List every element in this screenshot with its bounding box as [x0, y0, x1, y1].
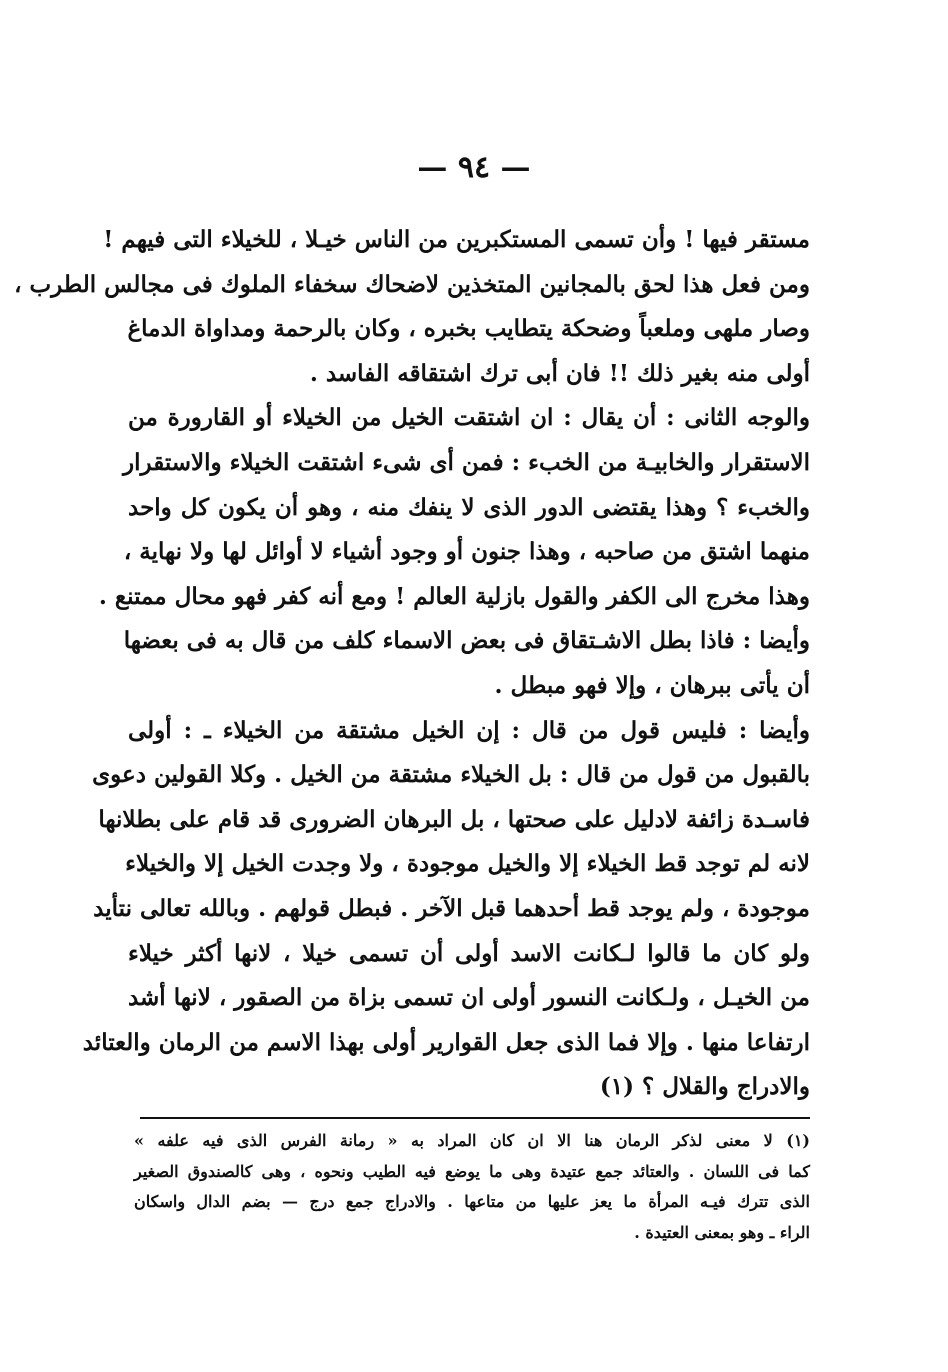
text-line: من الخيـل ، ولـكانت النسور أولى ان تسمى بزاة من الصقور ، لانها أشد: [127, 984, 810, 1012]
footnote-line: كما فى اللسان . والعتائد جمع عتيدة وهى ما يوضع فيه الطيب ونحوه ، وهى كالصندوق الصغير: [134, 1161, 810, 1181]
footnotes: [134, 1126, 810, 1248]
text-line: أولى منه بغير ذلك !! فان أبى ترك اشتقاقه الفاسد .: [309, 359, 810, 387]
footnote-line: الذى تترك فيـه المرأة ما يعز عليها من متاعها . والادراج جمع درج — بضم الدال واسكان: [134, 1192, 810, 1211]
text-line: بالقبول من قول من قال : بل الخيلاء مشتقة من الخيل . وكلا القولين دعوى: [92, 761, 810, 789]
text-line: والخبء ؟ وهذا يقتضى الدور الذى لا ينفك منه ، وهو أن يكون كل واحد: [128, 493, 810, 521]
text-line: منهما اشتق من صاحبه ، وهذا جنون أو وجود أشياء لا أوائل لها ولا نهاية ،: [123, 538, 810, 566]
text-line: لانه لم توجد قط الخيلاء إلا والخيل موجودة ، ولا وجدت الخيل إلا والخيلاء: [125, 850, 810, 878]
footnote-line: (١) لا معنى لذكر الرمان هنا الا ان كان المراد به « رمانة الفرس الذى فيه علفه »: [134, 1131, 810, 1150]
text-line: ارتفاعا منها . وإلا فما الذى جعل القوارير أولى بهذا الاسم من الرمان والعتائد: [82, 1028, 810, 1056]
text-line: والادراج والقلال ؟ (١): [599, 1073, 810, 1101]
text-line: والوجه الثانى : أن يقال : ان اشتقت الخيل من الخيلاء أو القارورة من: [128, 404, 810, 432]
text-line: ولو كان ما قالوا لـكانت الاسد أولى أن تسمى خيلا ، لانها أكثر خيلاء: [128, 939, 810, 967]
text-line: موجودة ، ولم يوجد قط أحدهما قبل الآخر . فبطل قولهم . وبالله تعالى نتأيد: [93, 894, 810, 922]
text-line: وصار ملهى وملعباً وضحكة يتطايب بخبره ، وكان بالرحمة ومداواة الدماغ: [127, 315, 810, 343]
text-line: الاستقرار والخابيـة من الخبء : فمن أى شىء اشتقت الخيلاء والاستقرار: [123, 448, 810, 476]
text-line: وأيضا : فاذا بطل الاشـتقاق فى بعض الاسماء كلف من قال به فى بعضها: [123, 627, 810, 655]
footnote-divider: [140, 1117, 810, 1119]
text-line: مستقر فيها ! وأن تسمى المستكبرين من الناس خيـلا ، للخيلاء التى فيهم !: [103, 226, 810, 253]
body-text: [14, 218, 810, 1110]
text-line: أن يأتى ببرهان ، وإلا فهو مبطل .: [494, 671, 810, 699]
text-line: وهذا مخرج الى الكفر والقول بازلية العالم ! ومع أنه كفر فهو محال ممتنع .: [98, 582, 810, 610]
footnote-line: الراء ـ وهو بمعنى العتيدة .: [634, 1222, 810, 1242]
text-line: فاسـدة زائفة لادليل على صحتها ، بل البرهان الضرورى قد قام على بطلانها: [98, 805, 810, 833]
text-line: ومن فعل هذا لحق بالمجانين المتخذين لاضحاك سخفاء الملوك فى مجالس الطرب ،: [14, 270, 810, 298]
page-number: — ٩٤ —: [417, 150, 531, 185]
text-line: وأيضا : فليس قول من قال : إن الخيل مشتقة من الخيلاء ـ : أولى: [128, 716, 810, 744]
